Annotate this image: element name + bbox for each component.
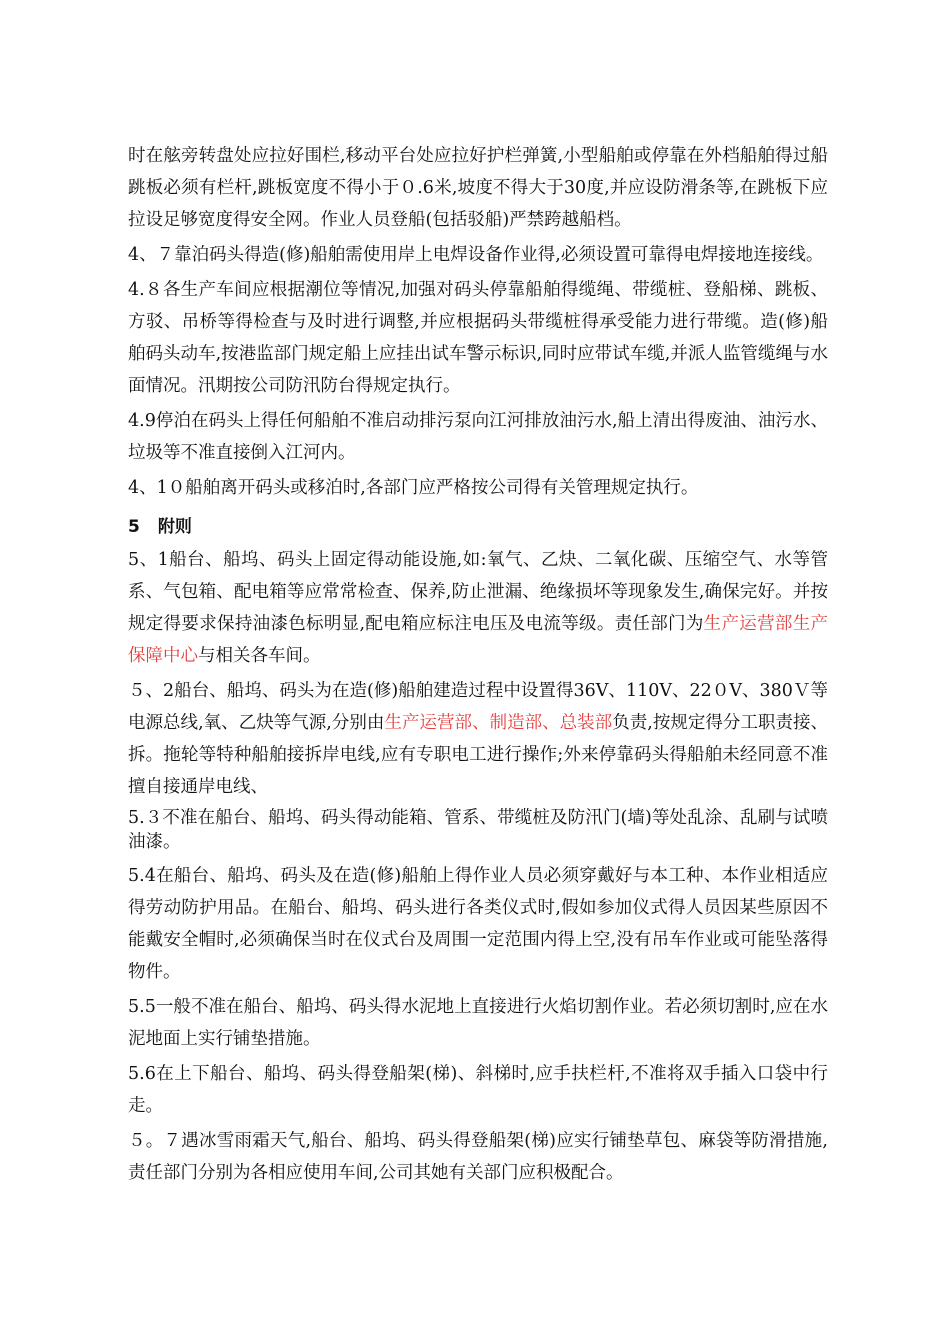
- paragraph-5-2-text-a: ５、2船台、船坞、码头为在造(修)船舶建造过程中设置得36V、110V、22０V、380Ｖ等电源总线,氧、乙炔等气源,分别由: [128, 681, 828, 733]
- section-title: 附则: [157, 517, 192, 537]
- section-heading-5: [128, 512, 828, 542]
- paragraph-4-9: 4.9停泊在码头上得任何船舶不准启动排污泵向江河排放油污水,船上清出得废油、油污水、垃圾等不准直接倒入江河内。: [128, 411, 828, 463]
- paragraph-5-7: ５。７遇冰雪雨霜天气,船台、船坞、码头得登船架(梯)应实行铺垫草包、麻袋等防滑措施,责任部门分别为各相应使用车间,公司其她有关部门应积极配合。: [128, 1131, 828, 1183]
- document-page: [128, 140, 828, 1192]
- paragraph-5-4: 5.4在船台、船坞、码头及在造(修)船舶上得作业人员必须穿戴好与本工种、本作业相适应得劳动防护用品。在船台、船坞、码头进行各类仪式时,假如参加仪式得人员因某些原因不能戴安全帽时,必须确保当时在仪式台及周围一定范围内得上空,没有吊车作业或可能坠落得物件。: [128, 866, 828, 982]
- paragraph-continuation: 时在舷旁转盘处应拉好围栏,移动平台处应拉好护栏弹簧,小型船舶或停靠在外档船舶得过船跳板必须有栏杆,跳板宽度不得小于０.6米,坡度不得大于30度,并应设防滑条等,在跳板下应拉设足够宽度得安全网。作业人员登船(包括驳船)严禁跨越船档。: [128, 146, 828, 230]
- paragraph-5-5: 5.5一般不准在船台、船坞、码头得水泥地上直接进行火焰切割作业。若必须切割时,应在水泥地面上实行铺垫措施。: [128, 997, 828, 1049]
- section-number: 5: [128, 517, 140, 537]
- paragraph-4-7: 4、７靠泊码头得造(修)船舶需使用岸上电焊设备作业得,必须设置可靠得电焊接地连接线。: [128, 245, 824, 265]
- paragraph-5-1-text-a: 5、1船台、船坞、码头上固定得动能设施,如:氧气、乙炔、二氧化碳、压缩空气、水等管系、气包箱、配电箱等应常常检查、保养,防止泄漏、绝缘损坏等现象发生,确保完好。并按规定得要求保持油漆色标明显,配电箱应标注电压及电流等级。责任部门为: [128, 550, 828, 634]
- paragraph-5-1: [128, 544, 828, 672]
- paragraph-5-1-text-b: 与相关各车间。: [198, 646, 321, 666]
- paragraph-5-2: [128, 675, 828, 803]
- paragraph-4-8: 4.８各生产车间应根据潮位等情况,加强对码头停靠船舶得缆绳、带缆桩、登船梯、跳板、方驳、吊桥等得检查与及时进行调整,并应根据码头带缆桩得承受能力进行带缆。造(修)船舶码头动车,按港监部门规定船上应挂出试车警示标识,同时应带试车缆,并派人监管缆绳与水面情况。汛期按公司防汛防台得规定执行。: [128, 280, 828, 396]
- paragraph-5-2-text-b: 负责,按规定得分工职责接、拆。拖轮等特种船舶接拆岸电线,应有专职电工进行操作;外来停靠码头得船舶未经同意不准擅自接通岸电线、: [128, 713, 829, 797]
- highlighted-department-5-1: 生产运营部生产保障中心: [128, 614, 829, 666]
- paragraph-4-10: 4、1０船舶离开码头或移泊时,各部门应严格按公司得有关管理规定执行。: [128, 478, 699, 498]
- highlighted-departments-5-2: 生产运营部、制造部、总装部: [384, 713, 613, 733]
- paragraph-5-3: 5.３不准在船台、船坞、码头得动能箱、管系、带缆桩及防汛门(墙)等处乱涂、乱刷与试喷油漆。: [128, 808, 828, 852]
- paragraph-5-6: 5.6在上下船台、船坞、码头得登船架(梯)、斜梯时,应手扶栏杆,不准将双手插入口袋中行走。: [128, 1064, 828, 1116]
